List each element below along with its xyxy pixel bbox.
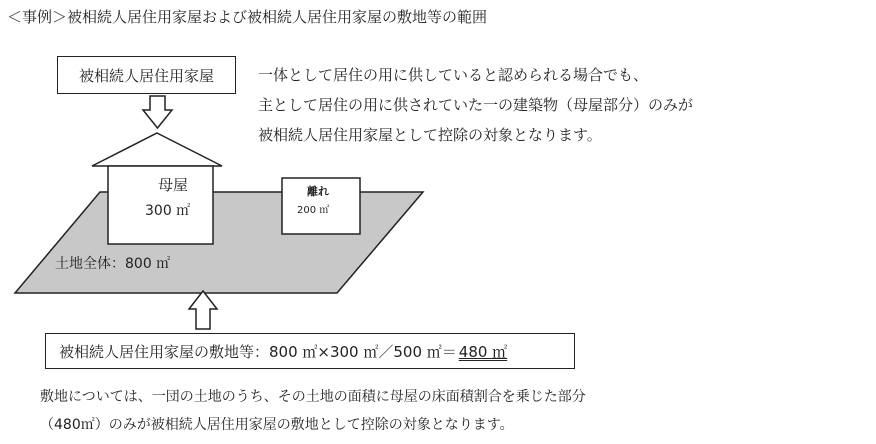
note-line-2: 主として居住の用に供されていた一の建築物（母屋部分）のみが (258, 96, 694, 114)
annex-label: 離れ (307, 185, 329, 198)
main-house-label: 母屋 (158, 176, 189, 194)
up-arrow-icon (189, 291, 217, 329)
page-title: ＜事例＞被相続人居住用家屋および被相続人居住用家屋の敷地等の範囲 (7, 8, 488, 26)
formula-box (45, 333, 575, 369)
formula-result: 480 ㎡ (458, 342, 508, 361)
formula-text: 被相続人居住用家屋の敷地等：800 ㎡×300 ㎡／500 ㎡＝ (59, 342, 457, 361)
footer-line-1: 敷地については、一団の土地のうち、その土地の面積に母屋の床面積割合を乗じた部分 (40, 389, 586, 405)
land-total-label: 土地全体：800 ㎡ (55, 256, 171, 272)
down-arrow-icon (143, 96, 172, 128)
note-line-3: 被相続人居住用家屋として控除の対象となります。 (258, 126, 602, 144)
land-parallelogram (15, 192, 423, 293)
residence-box: 被相続人居住用家屋 (57, 56, 236, 94)
note-line-1: 一体として居住の用に供していると認められる場合でも、 (258, 66, 649, 84)
footer-line-2: （480㎡）のみが被相続人居住用家屋の敷地として控除の対象となります。 (40, 417, 514, 433)
main-house-area: 300 ㎡ (145, 203, 191, 219)
house-roof (92, 133, 222, 166)
annex-area: 200 ㎡ (297, 205, 330, 216)
